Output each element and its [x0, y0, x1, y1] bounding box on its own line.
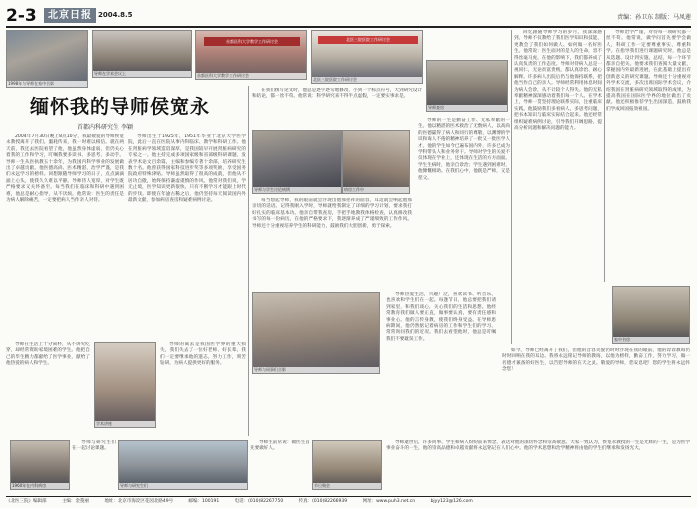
text-column-4 [160, 342, 246, 436]
footer-fax: 传真：(010)82266939 [298, 499, 348, 504]
column-divider [511, 30, 512, 344]
page-number: 2-3 [6, 6, 37, 26]
paragraph: 导师与研究生们在一起讨论课题。 [72, 440, 116, 452]
photo-6 [252, 130, 342, 194]
text-column-12 [386, 440, 690, 490]
photo-caption: 1960年在内科病房 [11, 483, 69, 489]
photo-caption: 北医三院医院工作研讨会 [312, 77, 422, 83]
paragraph: 导师出生于1925年，1951年毕业于北京大学医学院，此后一直在医院从事内科临床、教学和科研工作。他在肾脏病学领域造诣深厚，是我国较早开展肾脏病研究的专家之一。他主持完成多项国家级和省部级科研课题，发表学术论文百余篇，主编和参编专著十余部，培养研究生数十名。他曾获得国家科技进步奖等多项奖励，享受国务院政府特殊津贴。导师虽然取得了很高的成就，但他从不居功自傲，始终保持谦虚谨慎的作风。他常对我们说，学无止境，医学知识更新很快，只有不断学习才能跟上时代的步伐。即使在年逾古稀之后，他仍坚持每天阅读国内外最新文献，参加病房查房和疑难病例讨论。 [128, 134, 246, 204]
text-column-8 [418, 118, 510, 290]
footer-email[interactable]: bjyy123@126.com [430, 499, 473, 504]
photo-8 [252, 292, 380, 374]
photo-10 [10, 440, 70, 490]
text-column-3 [6, 342, 90, 436]
photo-9 [94, 342, 156, 428]
photo-caption: 导师与学生讨论病例 [253, 187, 341, 193]
text-column-5 [252, 198, 412, 288]
paragraph: 回忆跟随导师学习的岁月，我深深感到，导师不仅教给了我们医学知识和技能，更教会了我们如何做人、如何做一名好医生。他常说：医生面对的是人的生命，容不得丝毫马虎。在他的影响下，我们都养成了认真负责的工作态度。导师对待病人总是一视同仁，无论贫富贵贱，都认真诊治、耐心解释。许多病人出院后仍与他保持联系，把他当作自己的亲人。导师经常利用休息时间为病人会诊，从不计较个人得失。他的无私奉献精神深深感动着我们每一个人。在学术上，导师一贯坚持理论联系实际，注重临床实践。他鼓励我们多看病人、多思考问题，把书本知识与临床实际结合起来。他还经常组织疑难病例讨论，引导我们开阔思路，提高分析问题和解决问题的能力。 [514, 30, 602, 132]
photo-note-2 [250, 440, 310, 490]
article-byline: 首都内科研究生 李颖 [77, 124, 133, 131]
photo-3 [195, 30, 307, 80]
photo-banner: 北医三院医院工作研讨会 [318, 36, 418, 44]
masthead-editors: 责编：孙卫东 制版：马凤莲 [617, 14, 691, 21]
photo-caption: 导师与同事们合影 [253, 367, 379, 373]
article-headline [30, 96, 230, 131]
text-column-6 [252, 88, 422, 128]
paragraph: 导师治学严谨，对待每一项研究都一丝不苟。他常说，做学问首先要学会做人，科研工作一定要尊重事实、尊重科学。在指导我们进行课题研究时，他总是从选题、设计到实施、总结，每一个环节都亲自把关。他要求我们查阅大量文献，掌握国内外最新进展，在此基础上提出有创新意义的研究课题。导师还十分重视对外学术交流，多次出席国际学术会议，介绍我国在肾脏病研究领域取得的成果，为提高我国在国际医学界的地位做出了贡献。他还积极推荐学生出国深造，鼓励我们学成回国报效祖国。 [606, 30, 691, 112]
photo-caption: 家中书房 [613, 337, 689, 343]
paragraph: 导师逝世后，许多同事、学生和病人纷纷前来悼念，表达对他的深切怀念和崇高敬意。大家一致认为，侯宽永教授的一生是光辉的一生，是为医学事业奋斗的一生，他的崇高品德和卓越贡献将永远铭记在人们心中。他的学术思想和治学精神将由他的学生们继承和发扬光大。 [386, 440, 690, 452]
text-column-7 [386, 292, 496, 436]
masthead [6, 6, 691, 28]
photo-4 [311, 30, 423, 84]
photo-11 [118, 440, 248, 490]
photo-caption: 节日聚会 [313, 483, 381, 489]
paragraph: 2004年7月30日晚上8点10分，我最敬爱的导师侯宽永教授离开了我们。噩耗传来，我一时难以相信。就在两天前，我还去医院看望了他，他虽然身体虚弱，但仍关心着我的工作和学习，叮嘱我要多读书、多思考、多动手。导师一生从医执教五十余年，为我国内科学事业的发展做出了卓越贡献。他医德高尚、医术精湛、治学严谨，是我们永远学习的榜样。回想跟随导师学习的日子，点点滴滴涌上心头，使我久久难以平静。导师待人宽厚，对学生既严格要求又关怀备至。每当我们在临床和科研中遇到困难，他总是耐心指导，从不厌烦。他常说：医生的责任是为病人解除痛苦，一定要把病人当作亲人对待。 [6, 134, 124, 204]
photo-caption: 首都医科大学教学工作研讨会 [196, 73, 306, 79]
paragraph: 每当想起导师，我的眼前就会浮现出他那慈祥的面容，耳边就会响起他那亲切的话语。记得我刚入学时，导师就给我制定了详细的学习计划，要求我打好扎实的临床基本功。他亲自带我查房，手把手地教我体格检查，认真修改我书写的每一份病历。在他的严格要求下，我逐渐养成了严谨细致的工作作风。导师还十分重视培养学生的科研能力，鼓励我们大胆创新，勇于探索。 [252, 198, 412, 229]
photo-banner: 首都医科大学教学工作研讨会 [204, 37, 300, 46]
paragraph: 导师的一生是勤奋工作、无私奉献的一生。他以精湛的医术救治了无数病人，以高尚的医德赢得了病人和同行的尊敬，以渊博的学识和诲人不倦的精神培养了一批又一批医学人才。他的学生如今已遍布国内外，许多已成为学科带头人和业务骨干。导师对学生的关爱不仅体现在学业上，还体现在生活的方方面面。学生生病时，他亲自诊治；学生遇到困难时，他慷慨相助。在我们心中，他既是严师，又是慈父。 [418, 118, 510, 181]
article-title: 缅怀我的导师侯宽永 [30, 96, 211, 118]
footer-website[interactable]: 网址：www.puh3.net.cn [362, 499, 416, 504]
issue-date: 2004.8.5 [98, 11, 133, 19]
photo-caption: 导师与研究生们 [119, 483, 247, 489]
footer-phone: 电话：(010)82267750 [234, 499, 284, 504]
photo-caption: 1998年与导师在家中合影 [7, 81, 87, 87]
paragraph: 如今，导师已经离开了我们，但他的音容笑貌仍时时浮现在我的眼前，他的谆谆教诲仍时时回响在我的耳边。我将永远铭记导师的教诲，以他为榜样，勤奋工作，努力学习，做一名德才兼备的好医生，以告慰导师的在天之灵。敬爱的导师，您安息吧！您的学生将永远怀念您！ [502, 348, 690, 373]
photo-note-1 [72, 440, 116, 490]
text-column-10 [606, 30, 691, 282]
photo-caption: 学术讲座 [95, 421, 155, 427]
footer-publisher: 《北医三院》编辑部 [6, 499, 47, 504]
article [6, 30, 691, 494]
paragraph: 导师在生活上十分简朴，从不讲究吃穿，却经常资助家境困难的学生。他把自己的毕生精力都献给了医学事业，献给了他热爱的病人和学生。 [6, 342, 90, 367]
photo-12 [312, 440, 382, 490]
photo-caption: 导师查房 [427, 105, 507, 111]
text-column-2 [128, 134, 246, 338]
photo-5 [426, 60, 508, 112]
photo-caption: 病房工作中 [343, 187, 409, 193]
paragraph: 导师生前常说：做医生首先要做好人。 [250, 440, 310, 452]
photo-2 [92, 30, 192, 78]
column-divider [248, 86, 249, 436]
paragraph: 在我们撰写论文时，他总是逐字逐句地修改，小到一个标点符号，大到研究设计和结论，都一丝不苟。他常说：科学研究来不得半点虚假，一定要实事求是。 [252, 88, 422, 100]
footer-editor: 主编：金蔓丽 [61, 499, 89, 504]
footer-postcode: 邮编：100191 [188, 499, 220, 504]
photo-1 [6, 30, 88, 88]
page-footer [6, 496, 691, 506]
photo-7 [342, 130, 410, 194]
photo-caption: 导师在学术会议上 [93, 71, 191, 77]
column-divider [604, 30, 605, 282]
paragraph: 导师热爱生活，兴趣广泛，喜欢读书、听音乐，也喜欢和学生们在一起。每逢节日，他总要把我们请到家里，和我们谈心，关心我们的生活和思想。他经常教育我们做人要正直，做事要认真，要有责任感和事业心。他的言传身教，使我们终身受益。在导师患病期间，他仍然惦记着病房的工作和学生们的学习，常常询问我们的近况。我们去看望他时，他总是叮嘱我们不要耽误工作。 [386, 292, 496, 342]
footer-address: 地址：北京市海淀区花园北路49号 [104, 499, 174, 504]
text-column-11 [502, 348, 690, 436]
text-column-1 [6, 134, 124, 338]
photo-13 [612, 286, 690, 344]
paragraph: 导师的离去是我国医学界的重大损失，我们失去了一位好老师、好长辈。我们一定要继承他的遗志，努力工作，刻苦钻研，为病人提供更好的服务。 [160, 342, 246, 367]
text-column-9 [514, 30, 602, 344]
masthead-rule [6, 26, 691, 28]
newspaper-logo: 北京日报 [44, 8, 96, 23]
